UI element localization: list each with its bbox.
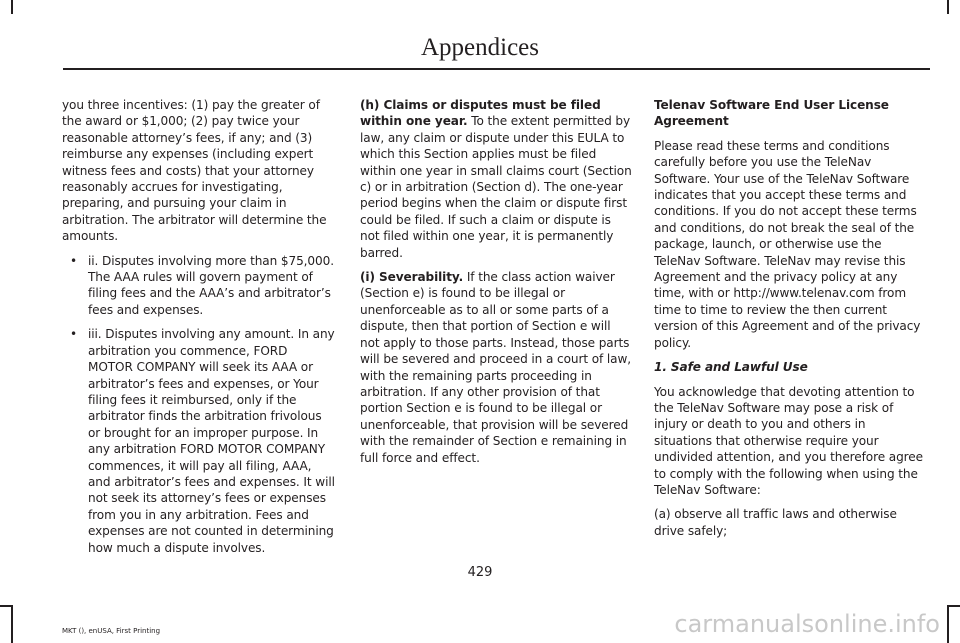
crop-mark-bottom-left-h [0, 605, 13, 607]
crop-mark-top-right-v [947, 0, 949, 14]
section-i-heading: (i) Severability. [360, 270, 464, 285]
crop-mark-bottom-right-h [947, 605, 960, 607]
section-i-body: If the class action waiver (Section e) is found to be illegal or unenforceable as to all or some parts of a dispute, then that portion of Section e will not apply to those parts. Instead, those parts will be severed and proceed in a court of law, with the remaining parts proceeding in arbitration. If any other provision of that portion Section e is found to be illegal or unenforceable, that provision will be severed with the remainder of Section e remaining in full force and effect. [360, 270, 632, 465]
column-2 [360, 97, 633, 474]
section-h-paragraph [360, 97, 633, 261]
section-h-heading: (h) Claims or disputes must be filed within one year. [360, 98, 601, 129]
safe-use-paragraph: You acknowledge that devoting attention to the TeleNav Software may pose a risk of injury or death to you and others in situations that otherwise require your undivided attention, and you therefore agree to comply with the following when using the TeleNav Software: [654, 384, 923, 497]
column-1 [62, 97, 335, 564]
page-number: 429 [467, 565, 493, 580]
crop-mark-bottom-right-v [947, 605, 949, 643]
telenav-eula-heading: Telenav Software End User License Agreement [654, 98, 889, 129]
watermark: carmanualsonline.info [674, 610, 940, 638]
fees-bullet-list [62, 253, 335, 556]
fees-incentives-paragraph: you three incentives: (1) pay the greater of the award or $1,000; (2) pay twice your reasonable attorney’s fees, if any; and (3) reimburse any expenses (including expert witness fees and costs) that your attorney reasonably accrues for investigating, preparing, and pursuing your claim in arbitration. The arbitrator will determine the amounts. [62, 98, 327, 244]
page-title: Appendices [420, 34, 540, 61]
column-3 [654, 97, 927, 547]
bullet-disputes-over-75000: • ii. Disputes involving more than $75,000. The AAA rules will govern payment of filing fees and the AAA’s and arbitrator’s fees and expenses. [62, 253, 335, 319]
traffic-laws-paragraph: (a) observe all traffic laws and otherwise drive safely; [654, 507, 897, 538]
edition-footer: MKT (), enUSA, First Printing [62, 627, 161, 635]
section-i-paragraph [360, 269, 633, 466]
bullet-disputes-any-amount: • iii. Disputes involving any amount. In any arbitration you commence, FORD MOTOR COMPANY will seek its AAA or arbitrator’s fees and expenses, or Your filing fees it reimbursed, only if the arbitrator finds the arbitration frivolous or brought for an improper purpose. In any arbitration FORD MOTOR COMPANY commences, it will pay all filing, AAA, and arbitrator’s fees and expenses. It will not seek its attorney’s fees or expenses from you in any arbitration. Fees and expenses are not counted in determining how much a dispute involves. [62, 326, 335, 556]
telenav-terms-paragraph: Please read these terms and conditions carefully before you use the TeleNav Software. Your use of the TeleNav Software indicates that you accept these terms and conditions. If you do not accept these terms and conditions, do not break the seal of the package, launch, or otherwise use the TeleNav Software. TeleNav may revise this Agreement and the privacy policy at any time, with or http://www.telenav.com from time to time to review the then current version of this Agreement and of the privacy policy. [654, 138, 921, 350]
header-divider [63, 68, 930, 70]
crop-mark-bottom-left-v [11, 605, 13, 643]
safe-lawful-use-heading: 1. Safe and Lawful Use [654, 360, 808, 375]
section-h-body: To the extent permitted by law, any claim or dispute under this EULA to which this Section applies must be filed within one year in small claims court (Section c) or in arbitration (Section d). The one-year period begins when the claim or dispute first could be filed. If such a claim or dispute is not filed within one year, it is permanently barred. [360, 114, 632, 260]
crop-mark-top-left-v [11, 0, 13, 14]
